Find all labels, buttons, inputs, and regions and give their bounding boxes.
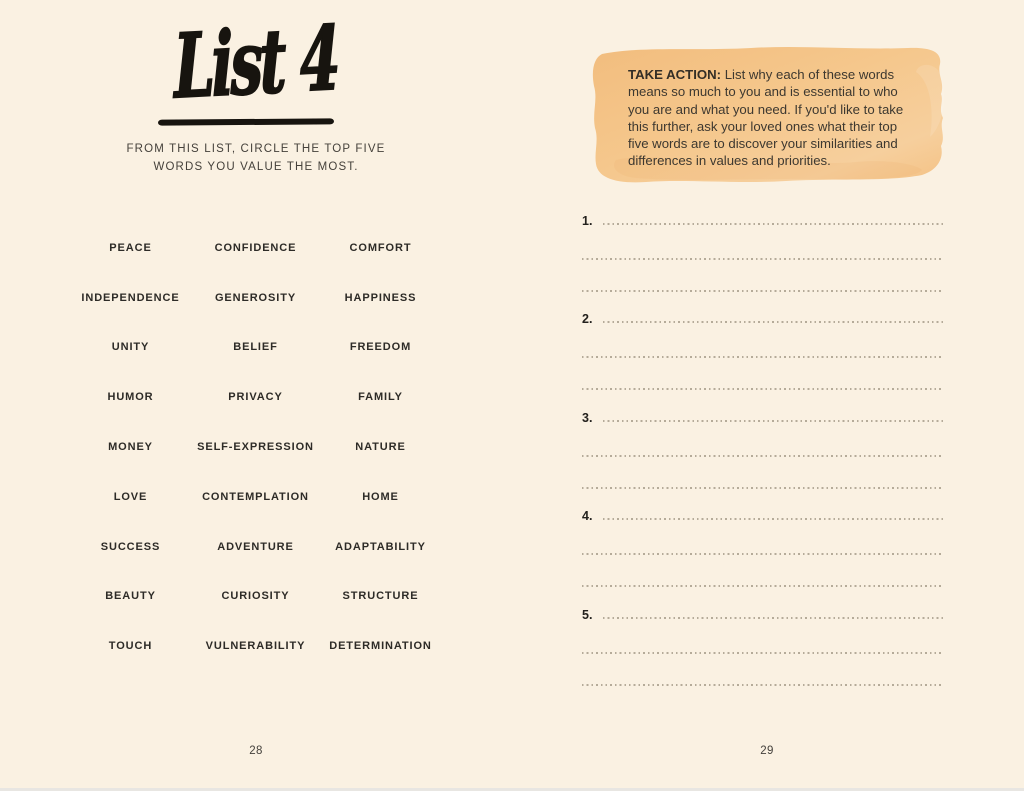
- answer-writing-line[interactable]: [582, 290, 944, 292]
- word-money[interactable]: MONEY: [108, 441, 153, 454]
- word-generosity[interactable]: GENEROSITY: [214, 291, 297, 304]
- answer-number-1: 1.: [582, 214, 593, 228]
- word-adaptability[interactable]: ADAPTABILITY: [335, 540, 426, 553]
- answer-block-3: [582, 411, 944, 489]
- word-happiness[interactable]: HAPPINESS: [344, 291, 417, 304]
- page-number-right: 29: [760, 745, 774, 757]
- instruction-line-2: WORDS YOU VALUE THE MOST.: [153, 161, 359, 173]
- take-action-line-5: five words are to discover your similarities and: [628, 136, 898, 152]
- answer-writing-line[interactable]: [603, 223, 944, 225]
- take-action-line-4: this further, ask your loved ones what their top: [628, 118, 898, 134]
- page-title: [100, 5, 412, 122]
- answer-writing-line[interactable]: [603, 321, 944, 323]
- instruction-line-1: FROM THIS LIST, CIRCLE THE TOP FIVE: [126, 143, 386, 155]
- word-confidence[interactable]: CONFIDENCE: [214, 241, 297, 254]
- answer-number-5: 5.: [582, 608, 593, 622]
- take-action-box: [586, 42, 954, 189]
- answer-block-2: [582, 312, 944, 390]
- value-word-grid: [68, 223, 444, 671]
- take-action-line-2: means so much to you and is essential to who: [628, 84, 898, 100]
- answer-writing-line[interactable]: [603, 420, 944, 422]
- word-success[interactable]: SUCCESS: [100, 540, 161, 553]
- take-action-label: TAKE ACTION:: [628, 67, 722, 82]
- word-unity[interactable]: UNITY: [111, 341, 150, 354]
- word-adventure[interactable]: ADVENTURE: [217, 540, 294, 553]
- word-nature[interactable]: NATURE: [355, 441, 406, 454]
- answer-writing-line[interactable]: [582, 258, 944, 260]
- answer-writing-line[interactable]: [582, 455, 944, 457]
- answer-writing-line[interactable]: [603, 617, 944, 619]
- take-action-text: [628, 66, 920, 170]
- answer-writing-line[interactable]: [582, 652, 944, 654]
- answer-writing-line[interactable]: [582, 356, 944, 358]
- word-curiosity[interactable]: CURIOSITY: [221, 590, 290, 603]
- answer-number-3: 3.: [582, 411, 593, 425]
- answer-number-2: 2.: [582, 312, 593, 326]
- word-vulnerability[interactable]: VULNERABILITY: [205, 640, 306, 653]
- word-freedom[interactable]: FREEDOM: [349, 341, 412, 354]
- page-number-left: 28: [249, 745, 263, 757]
- word-comfort[interactable]: COMFORT: [349, 241, 412, 254]
- answer-writing-line[interactable]: [582, 388, 944, 390]
- word-structure[interactable]: STRUCTURE: [342, 590, 419, 603]
- answer-number-4: 4.: [582, 509, 593, 523]
- word-peace[interactable]: PEACE: [109, 241, 152, 254]
- word-beauty[interactable]: BEAUTY: [105, 590, 156, 603]
- answer-writing-line[interactable]: [603, 518, 944, 520]
- word-determination[interactable]: DETERMINATION: [329, 640, 432, 653]
- list-title-text: List 4: [172, 5, 339, 119]
- word-humor[interactable]: HUMOR: [107, 391, 154, 404]
- instruction-text: [76, 140, 436, 176]
- take-action-line-1: TAKE ACTION: List why each of these words: [628, 67, 895, 82]
- answer-writing-line[interactable]: [582, 585, 944, 587]
- word-home[interactable]: HOME: [362, 490, 399, 503]
- answer-block-1: [582, 214, 944, 292]
- word-touch[interactable]: TOUCH: [108, 640, 153, 653]
- word-family[interactable]: FAMILY: [358, 391, 403, 404]
- take-action-line-6: differences in values and priorities.: [628, 153, 831, 169]
- answer-block-5: [582, 608, 944, 686]
- word-belief[interactable]: BELIEF: [233, 341, 278, 354]
- brush-underline: [158, 118, 334, 125]
- answer-block-4: [582, 509, 944, 587]
- answer-writing-line[interactable]: [582, 487, 944, 489]
- word-self-expression[interactable]: SELF-EXPRESSION: [197, 441, 314, 454]
- word-privacy[interactable]: PRIVACY: [228, 391, 283, 404]
- take-action-line-3: you are and what you need. If you'd like to take: [628, 101, 904, 117]
- answer-writing-line[interactable]: [582, 553, 944, 555]
- word-independence[interactable]: INDEPENDENCE: [81, 291, 180, 304]
- word-contemplation[interactable]: CONTEMPLATION: [202, 490, 309, 503]
- word-love[interactable]: LOVE: [113, 490, 148, 503]
- answer-writing-line[interactable]: [582, 684, 944, 686]
